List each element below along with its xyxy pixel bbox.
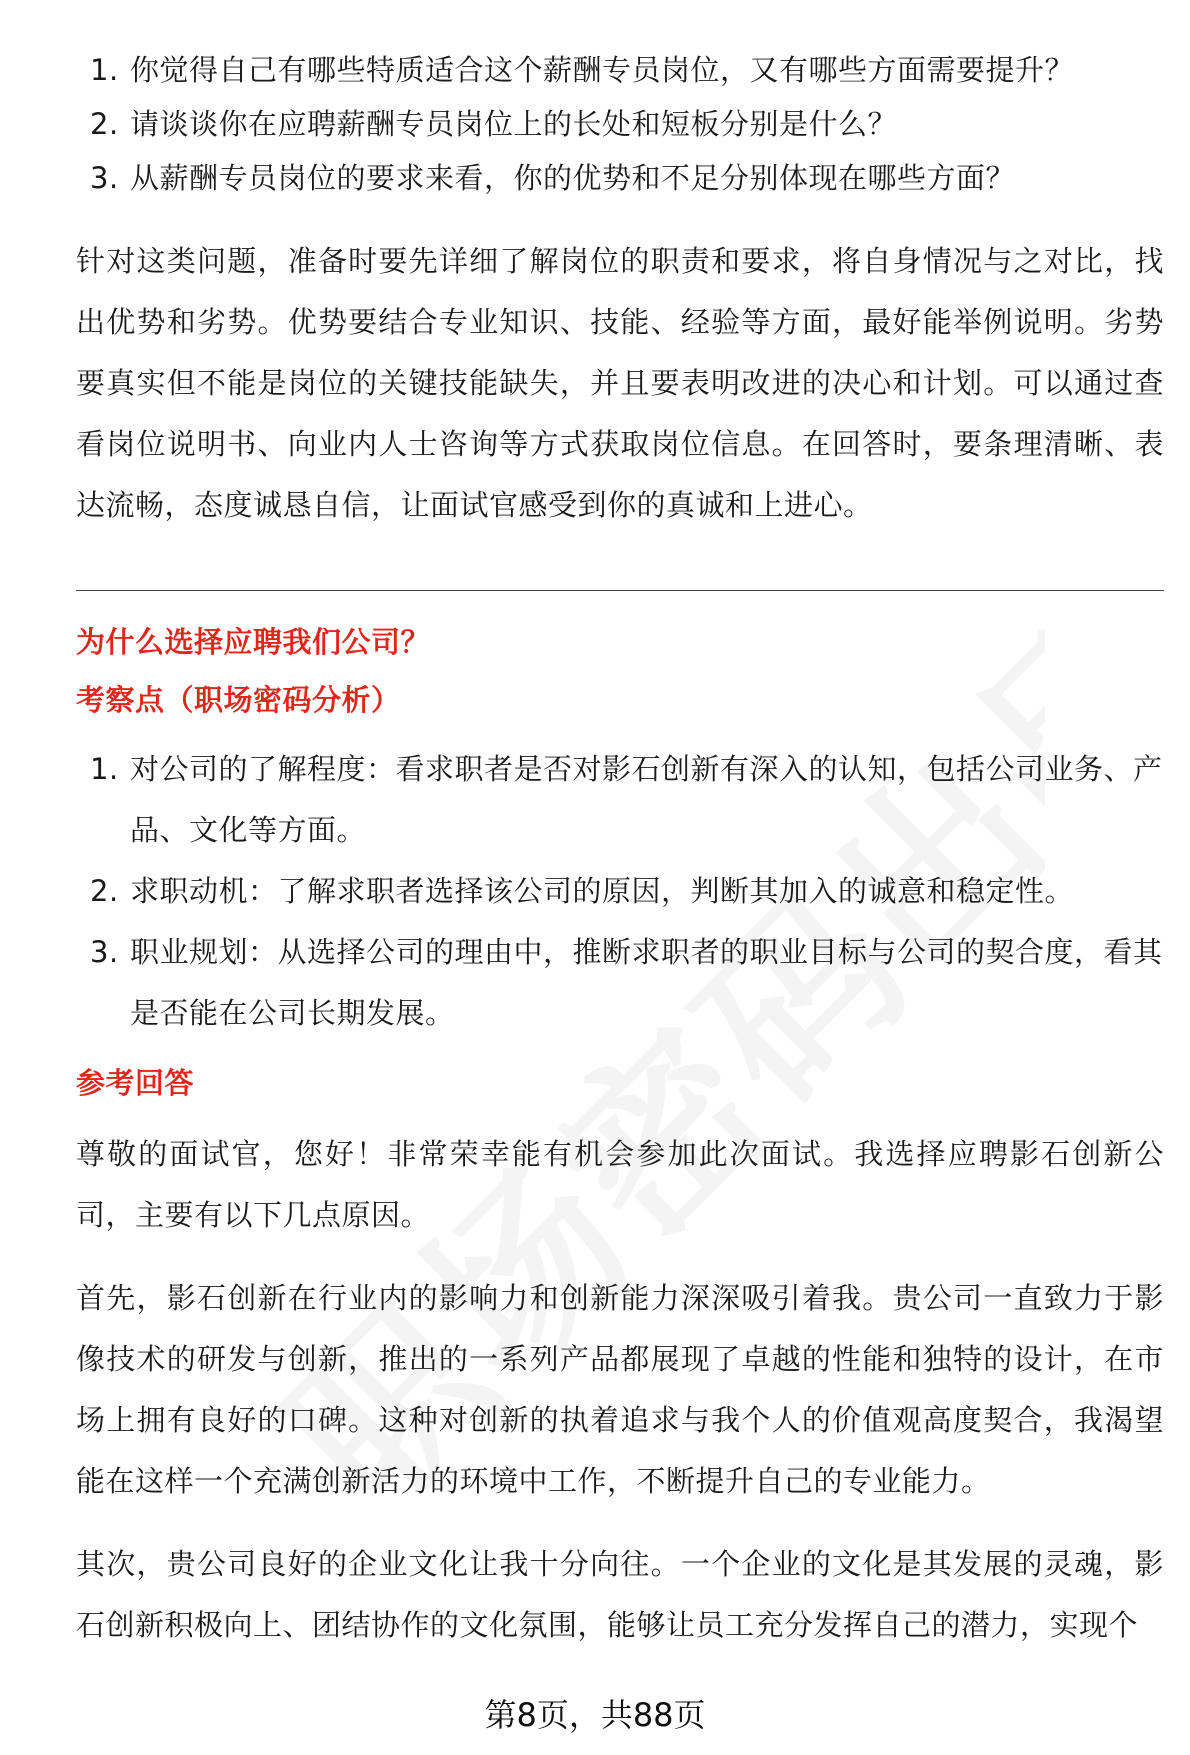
list-text: 对公司的了解程度：看求职者是否对影石创新有深入的认知，包括公司业务、产品、文化等方面。	[130, 752, 1163, 847]
answer-heading: 参考回答	[76, 1066, 195, 1100]
list-number: 3.	[90, 161, 119, 195]
list-text: 职业规划：从选择公司的理由中，推断求职者的职业目标与公司的契合度，看其是否能在公司长期发展。	[130, 935, 1163, 1030]
list-text: 从薪酬专员岗位的要求来看，你的优势和不足分别体现在哪些方面？	[130, 161, 1016, 195]
answer-paragraph: 尊敬的面试官，您好！非常荣幸能有机会参加此次面试。我选择应聘影石创新公司，主要有以下几点原因。	[76, 1137, 1164, 1232]
list-number: 1.	[90, 53, 119, 87]
list-text: 你觉得自己有哪些特质适合这个薪酬专员岗位，又有哪些方面需要提升？	[130, 53, 1075, 87]
list-item	[76, 148, 1164, 209]
list-number: 3.	[90, 935, 119, 969]
focus-point-list	[76, 739, 1164, 1044]
list-item	[76, 94, 1164, 155]
list-item	[76, 922, 1164, 1044]
list-number: 1.	[90, 752, 119, 786]
question-heading: 为什么选择应聘我们公司？	[76, 625, 431, 659]
intro-question-list	[76, 40, 1164, 209]
answer-paragraph: 首先，影石创新在行业内的影响力和创新能力深深吸引着我。贵公司一直致力于影像技术的研发与创新，推出的一系列产品都展现了卓越的性能和独特的设计，在市场上拥有良好的口碑。这种对创新的执着追求与我个人的价值观高度契合，我渴望能在这样一个充满创新活力的环境中工作，不断提升自己的专业能力。	[76, 1281, 1164, 1498]
list-number: 2.	[90, 107, 119, 141]
advice-paragraph: 针对这类问题，准备时要先详细了解岗位的职责和要求，将自身情况与之对比，找出优势和劣势。优势要结合专业知识、技能、经验等方面，最好能举例说明。劣势要真实但不能是岗位的关键技能缺失，并且要表明改进的决心和计划。可以通过查看岗位说明书、向业内人士咨询等方式获取岗位信息。在回答时，要条理清晰、表达流畅，态度诚恳自信，让面试官感受到你的真诚和上进心。	[76, 244, 1164, 522]
answer-paragraph: 其次，贵公司良好的企业文化让我十分向往。一个企业的文化是其发展的灵魂，影石创新积极向上、团结协作的文化氛围，能够让员工充分发挥自己的潜力，实现个	[76, 1547, 1164, 1642]
list-text: 求职动机：了解求职者选择该公司的原因，判断其加入的诚意和稳定性。	[130, 874, 1075, 908]
page-content	[76, 40, 1164, 1656]
list-text: 请谈谈你在应聘薪酬专员岗位上的长处和短板分别是什么？	[130, 107, 898, 141]
list-number: 2.	[90, 874, 119, 908]
list-item	[76, 739, 1164, 861]
list-item	[76, 861, 1164, 922]
section-divider	[76, 590, 1164, 591]
focus-heading: 考察点（职场密码分析）	[76, 683, 401, 717]
list-item	[76, 40, 1164, 101]
page-footer: 第8页，共88页	[484, 1696, 706, 1734]
